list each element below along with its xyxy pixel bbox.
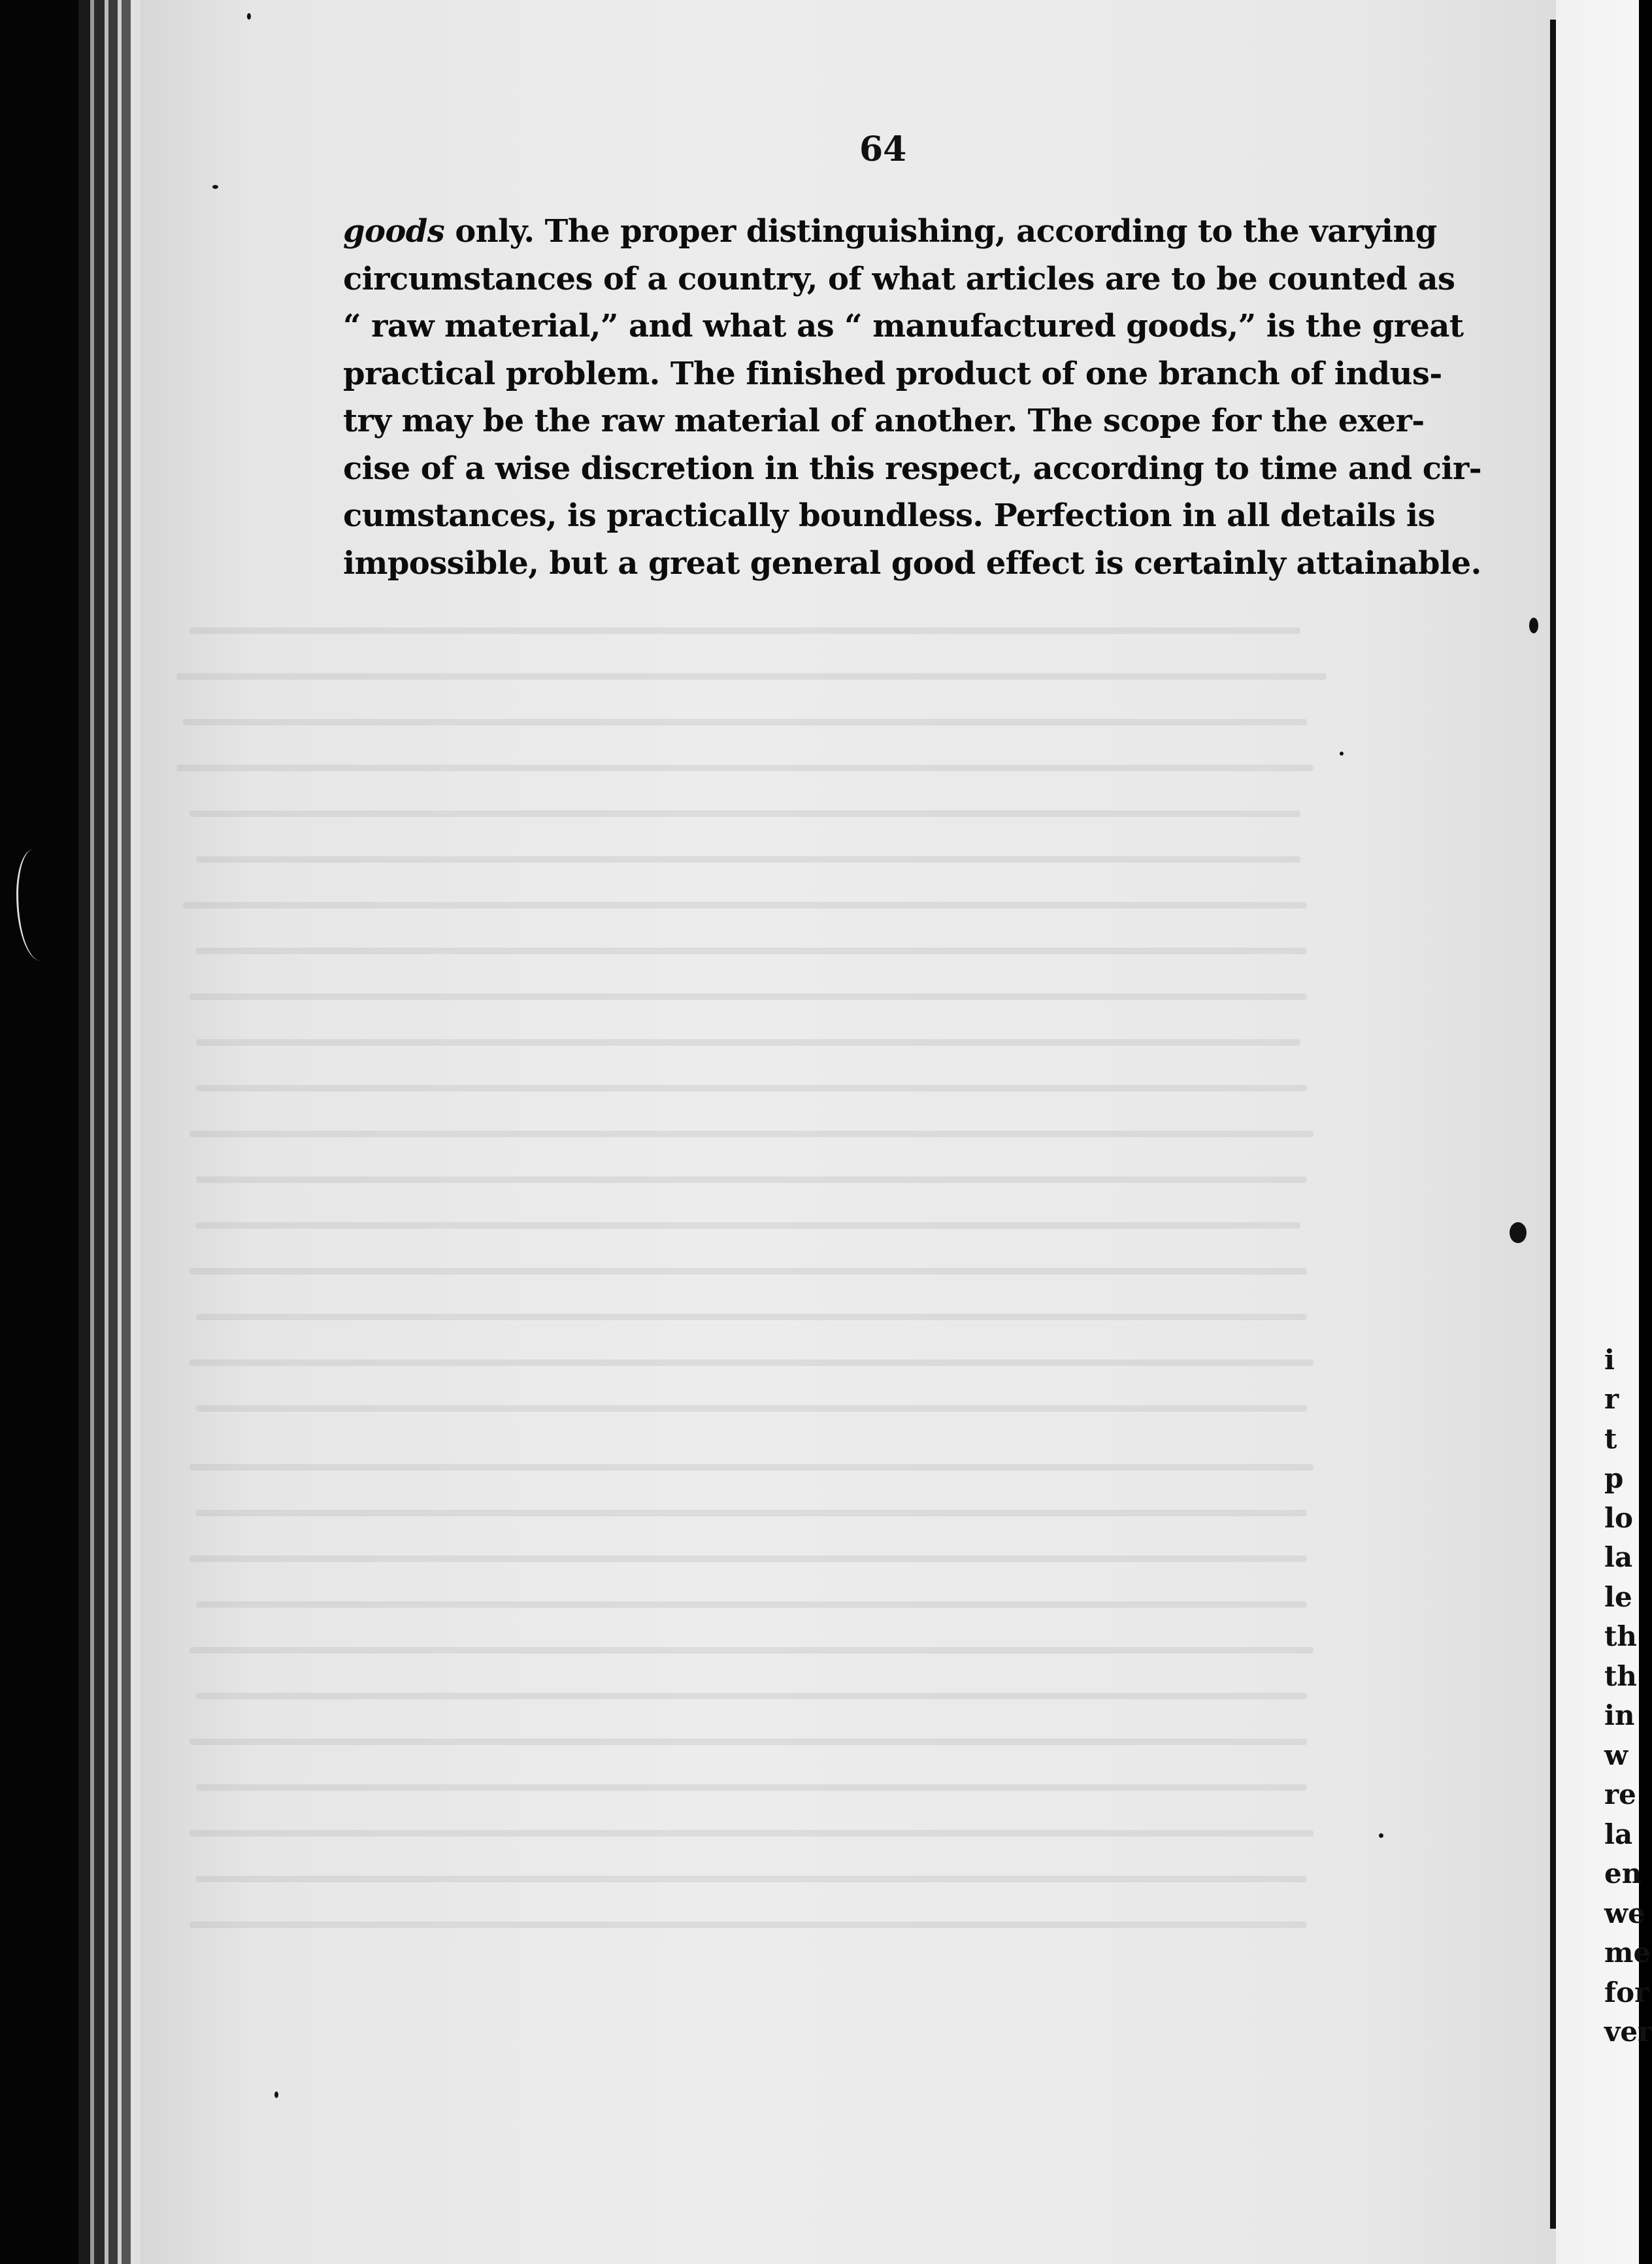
bleed-through-line [190,1268,1307,1274]
bleed-through-line [196,1176,1307,1183]
scan-speck [1340,752,1344,756]
fragment-line: r [1604,1383,1619,1415]
bleed-through-line [176,765,1313,771]
fragment-line: p [1604,1462,1624,1494]
line-text: cumstances, is practically boundless. Perfection in all details is [343,497,1435,534]
bleed-through-line [190,1830,1313,1837]
fragment-line: le [1604,1580,1632,1613]
bleed-through-line [196,1876,1307,1882]
scan-speck [1529,618,1538,633]
bleed-through-line [190,1922,1307,1928]
line-text: cise of a wise discretion in this respect, according to time and cir- [343,450,1482,487]
text-line [343,540,1481,588]
scan-speck [212,185,218,189]
adjacent-page-text-fragment [1604,1301,1652,2052]
text-line [343,445,1482,493]
scan-speck [247,13,251,20]
bleed-through-line [196,1314,1307,1320]
bleed-through-line [183,719,1307,725]
bleed-through-line [190,1359,1313,1366]
bleed-through-line [196,948,1307,954]
italic-word: goods [343,213,445,250]
line-text: “ raw material,” and what as “ manufactured goods,” is the great [343,308,1464,344]
bleed-through-line [196,1510,1307,1516]
fragment-line: i [1604,1343,1615,1376]
page-number: 64 [859,129,907,169]
bleed-through-line [196,1693,1307,1699]
page-fold-line [1550,20,1556,2229]
text-line [343,350,1442,398]
bleed-through-line [196,1222,1300,1229]
line-text: only. The proper distinguishing, according to the varying [444,213,1437,250]
scan-speck [1379,1833,1383,1838]
bleed-through-line [190,1647,1313,1654]
text-line [343,397,1425,445]
fragment-line: la [1604,1818,1633,1850]
bleed-through-line [196,1085,1307,1091]
bleed-through-line [196,1405,1307,1412]
fragment-line: th [1604,1620,1637,1652]
fragment-line: ver [1604,2016,1652,2048]
fragment-line: la [1604,1541,1633,1573]
text-line [343,492,1435,540]
line-text: practical problem. The finished product of one branch of indus- [343,355,1442,392]
line-text: circumstances of a country, of what articles are to be counted as [343,260,1455,297]
bleed-through-line [196,1784,1307,1791]
bleed-through-line [190,1739,1307,1745]
bleed-through-line [190,993,1307,1000]
fragment-line: me [1604,1937,1651,1969]
fragment-line: for [1604,1976,1649,2008]
fragment-line [1604,1301,1652,1340]
bleed-through-line [190,1556,1307,1562]
fragment-line: en [1604,1857,1642,1889]
body-paragraph [343,208,1482,587]
bleed-through-line [196,1601,1307,1608]
bleed-through-line [196,1039,1300,1046]
text-line [343,208,1437,256]
fragment-line: w [1604,1739,1628,1771]
bleed-through-line [190,627,1300,634]
fragment-line: in [1604,1699,1635,1731]
bleed-through-line [176,673,1327,680]
bleed-through-line [183,902,1307,908]
book-gutter [78,0,150,2264]
scan-speck [1510,1222,1527,1243]
text-line [343,303,1464,350]
line-text: impossible, but a great general good effect is certainly attainable. [343,544,1481,582]
fragment-line: lo [1604,1501,1633,1534]
fragment-line: re [1604,1778,1636,1810]
text-line [343,256,1455,303]
bleed-through-line [190,810,1300,817]
line-text: try may be the raw material of another. The scope for the exer- [343,403,1425,439]
bleed-through-line [190,1131,1313,1137]
fragment-line: t [1604,1422,1617,1455]
fragment-line: th [1604,1659,1637,1692]
scan-speck [274,2091,278,2098]
bleed-through-line [190,1464,1313,1471]
fragment-line: we [1604,1897,1645,1929]
bleed-through-line [196,856,1300,863]
